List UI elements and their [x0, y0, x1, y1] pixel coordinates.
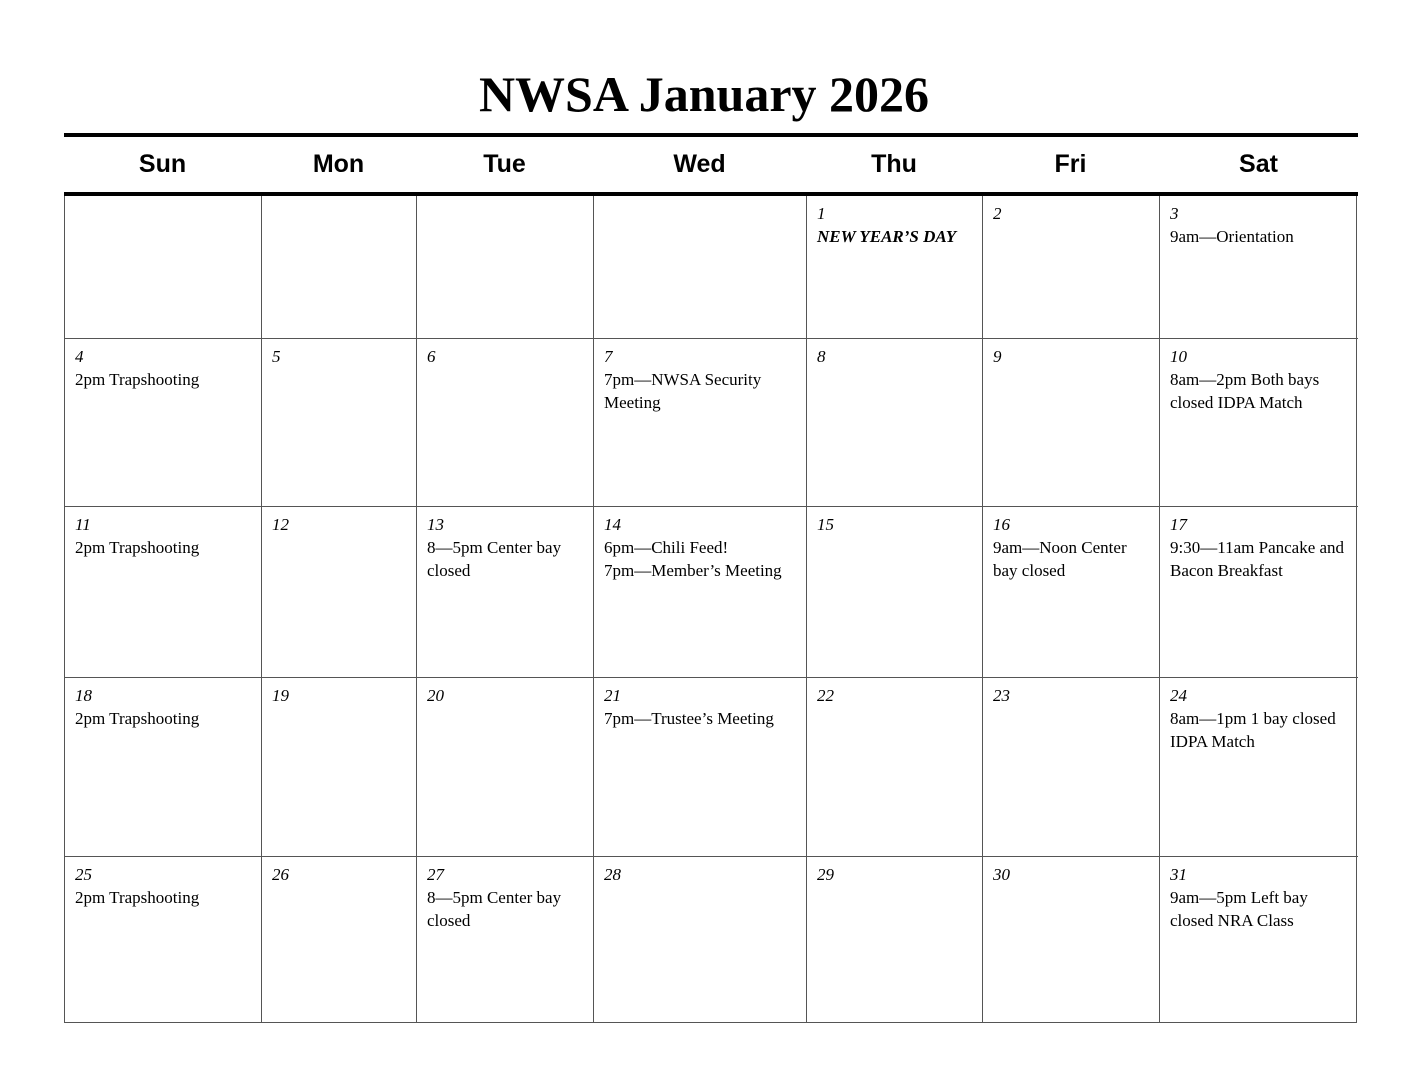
day-number: 18	[75, 686, 92, 705]
day-number: 15	[817, 515, 834, 534]
day-number: 26	[272, 865, 289, 884]
day-number: 22	[817, 686, 834, 705]
weekday-wed: Wed	[673, 150, 726, 178]
day-cell-1	[807, 196, 983, 339]
event-text: 2pm Trapshooting	[75, 370, 200, 389]
day-number: 29	[817, 865, 834, 884]
day-number: 3	[1170, 204, 1179, 223]
day-cell-27	[417, 857, 594, 1023]
day-number: 14	[604, 515, 621, 534]
day-cell-24	[1160, 678, 1358, 857]
event-text: 6pm—Chili Feed! 7pm—Member’s Meeting	[604, 538, 782, 580]
day-number: 11	[75, 515, 91, 534]
day-cell-10	[1160, 339, 1358, 507]
day-cell-6	[417, 339, 594, 507]
day-cell-4	[65, 339, 262, 507]
empty-day-cell	[65, 196, 262, 339]
event-text: 8—5pm Center bay closed	[427, 888, 562, 930]
empty-day-cell	[417, 196, 594, 339]
day-cell-15	[807, 507, 983, 678]
day-cell-2	[983, 196, 1160, 339]
day-cell-19	[262, 678, 417, 857]
event-text: 2pm Trapshooting	[75, 709, 200, 728]
day-cell-13	[417, 507, 594, 678]
event-text: 7pm—Trustee’s Meeting	[604, 709, 774, 728]
day-cell-30	[983, 857, 1160, 1023]
day-cell-25	[65, 857, 262, 1023]
empty-day-cell	[262, 196, 417, 339]
empty-day-cell	[594, 196, 807, 339]
event-text: 8—5pm Center bay closed	[427, 538, 562, 580]
day-cell-8	[807, 339, 983, 507]
day-cell-17	[1160, 507, 1358, 678]
event-text: 8am—2pm Both bays closed IDPA Match	[1170, 370, 1320, 412]
day-cell-5	[262, 339, 417, 507]
holiday-label: NEW YEAR’S DAY	[817, 227, 957, 246]
day-number: 24	[1170, 686, 1187, 705]
weekday-header	[64, 137, 1358, 192]
day-number: 8	[817, 347, 826, 366]
day-number: 2	[993, 204, 1002, 223]
day-number: 25	[75, 865, 92, 884]
day-cell-11	[65, 507, 262, 678]
day-number: 6	[427, 347, 436, 366]
day-number: 12	[272, 515, 289, 534]
event-text: 8am—1pm 1 bay closed IDPA Match	[1170, 709, 1336, 751]
calendar-grid	[64, 196, 1357, 1023]
day-number: 1	[817, 204, 826, 223]
day-cell-29	[807, 857, 983, 1023]
day-number: 10	[1170, 347, 1187, 366]
day-number: 31	[1170, 865, 1187, 884]
weekday-sat: Sat	[1239, 150, 1278, 178]
weekday-mon: Mon	[312, 150, 365, 178]
day-cell-7	[594, 339, 807, 507]
event-text: 9am—5pm Left bay closed NRA Class	[1170, 888, 1308, 930]
day-number: 16	[993, 515, 1010, 534]
weekday-tue: Tue	[483, 150, 526, 178]
day-number: 28	[604, 865, 621, 884]
day-cell-14	[594, 507, 807, 678]
day-cell-16	[983, 507, 1160, 678]
weekday-fri: Fri	[1054, 150, 1087, 178]
weekday-thu: Thu	[871, 150, 917, 178]
day-number: 27	[427, 865, 444, 884]
day-cell-31	[1160, 857, 1358, 1023]
day-number: 17	[1170, 515, 1187, 534]
calendar-title: NWSA January 2026	[478, 66, 930, 122]
day-cell-3	[1160, 196, 1358, 339]
day-number: 21	[604, 686, 621, 705]
event-text: 9am—Noon Center bay closed	[993, 538, 1127, 580]
event-text: 2pm Trapshooting	[75, 888, 200, 907]
day-cell-23	[983, 678, 1160, 857]
day-number: 20	[427, 686, 444, 705]
day-cell-21	[594, 678, 807, 857]
weekday-sun: Sun	[138, 150, 187, 178]
day-cell-20	[417, 678, 594, 857]
day-number: 19	[272, 686, 289, 705]
day-cell-26	[262, 857, 417, 1023]
day-cell-12	[262, 507, 417, 678]
day-cell-9	[983, 339, 1160, 507]
event-text: 9:30—11am Pancake and Bacon Breakfast	[1170, 538, 1345, 580]
day-number: 9	[993, 347, 1002, 366]
day-number: 4	[75, 347, 84, 366]
day-number: 23	[993, 686, 1010, 705]
day-number: 13	[427, 515, 444, 534]
event-text: 9am—Orientation	[1170, 227, 1294, 246]
day-cell-18	[65, 678, 262, 857]
day-number: 7	[604, 347, 613, 366]
day-cell-28	[594, 857, 807, 1023]
event-text: 7pm—NWSA Security Meeting	[604, 370, 762, 412]
event-text: 2pm Trapshooting	[75, 538, 200, 557]
day-cell-22	[807, 678, 983, 857]
day-number: 30	[993, 865, 1010, 884]
day-number: 5	[272, 347, 281, 366]
